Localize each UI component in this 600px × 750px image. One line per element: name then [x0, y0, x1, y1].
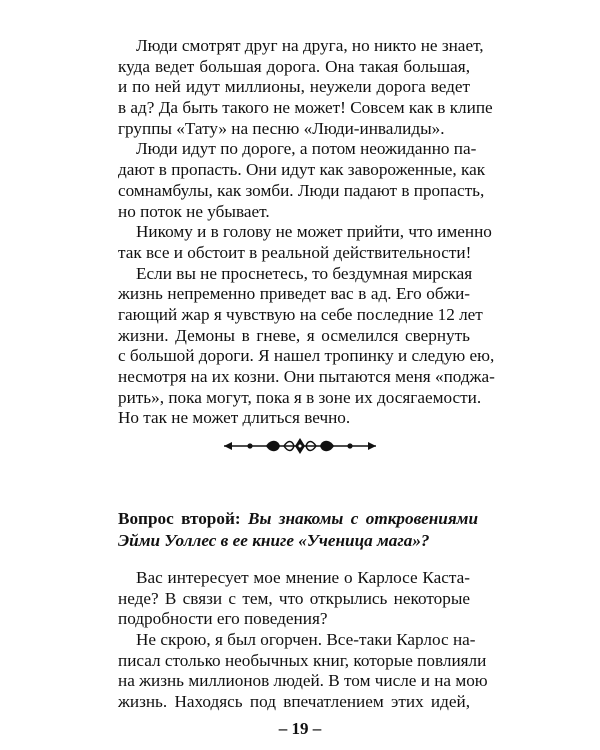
- text-line: Если вы не проснетесь, то бездумная мирская: [136, 263, 473, 283]
- text-line: Не скрою, я был огорчен. Все-таки Карлос на-: [136, 630, 476, 650]
- text-line: Но так не может длиться вечно.: [118, 408, 351, 428]
- text-line: группы «Тату» на песню «Люди-инвалиды».: [118, 118, 445, 138]
- question-text-part-1: Вы знакомы с откровениями: [248, 509, 479, 528]
- text-line: Никому и в голову не может прийти, что именно: [136, 222, 492, 242]
- text-line: с большой дороги. Я нашел тропинку и следую ею,: [118, 346, 495, 366]
- text-line: несмотря на их козни. Они пытаются меня «поджа-: [118, 367, 495, 386]
- question-line-1: [118, 508, 478, 530]
- text-line: рить», пока могут, пока я в зоне их досягаемости.: [118, 387, 482, 407]
- body-text-section-1: [118, 36, 495, 429]
- text-line: неде? В связи с тем, что открылись некоторые: [118, 588, 470, 608]
- text-line: подробности его поведения?: [118, 609, 328, 629]
- body-text-section-2: [118, 568, 488, 713]
- text-line: жизнь. Находясь под впечатлением этих идей,: [118, 692, 470, 712]
- question-heading: [118, 508, 478, 551]
- question-label: Вопрос второй:: [118, 509, 241, 528]
- text-line: жизни. Демоны в гневе, я осмелился свернуть: [118, 325, 470, 345]
- text-line: дают в пропасть. Они идут как завороженные, как: [118, 160, 486, 180]
- text-line: писал столько необычных книг, которые повлияли: [118, 650, 487, 670]
- text-line: гающий жар я чувствую на себе последние 12 лет: [118, 304, 483, 324]
- page-number: – 19 –: [278, 719, 322, 738]
- text-line: на жизнь миллионов людей. В том числе и на мою: [118, 671, 488, 691]
- text-line: Вас интересует мое мнение о Карлосе Каста-: [136, 568, 470, 587]
- text-line: и по ней идут миллионы, неужели дорога ведет: [118, 77, 470, 97]
- text-line: Люди идут по дороге, а потом неожиданно па-: [136, 139, 477, 159]
- ornament-divider-icon: [220, 436, 380, 456]
- text-line: Люди смотрят друг на друга, но никто не знает,: [136, 36, 484, 55]
- text-line: так все и обстоит в реальной действительности!: [118, 242, 472, 262]
- text-line: куда ведет большая дорога. Она такая большая,: [118, 56, 470, 76]
- text-line: но поток не убывает.: [118, 201, 270, 221]
- text-line: в ад? Да быть такого не может! Совсем как в клипе: [118, 98, 493, 118]
- text-line: жизнь непременно приведет вас в ад. Его обжи-: [118, 284, 470, 304]
- question-text-part-2: Эйми Уоллес в ее книге «Ученица мага»?: [118, 530, 430, 550]
- text-line: сомнамбулы, как зомби. Люди падают в пропасть,: [118, 180, 485, 200]
